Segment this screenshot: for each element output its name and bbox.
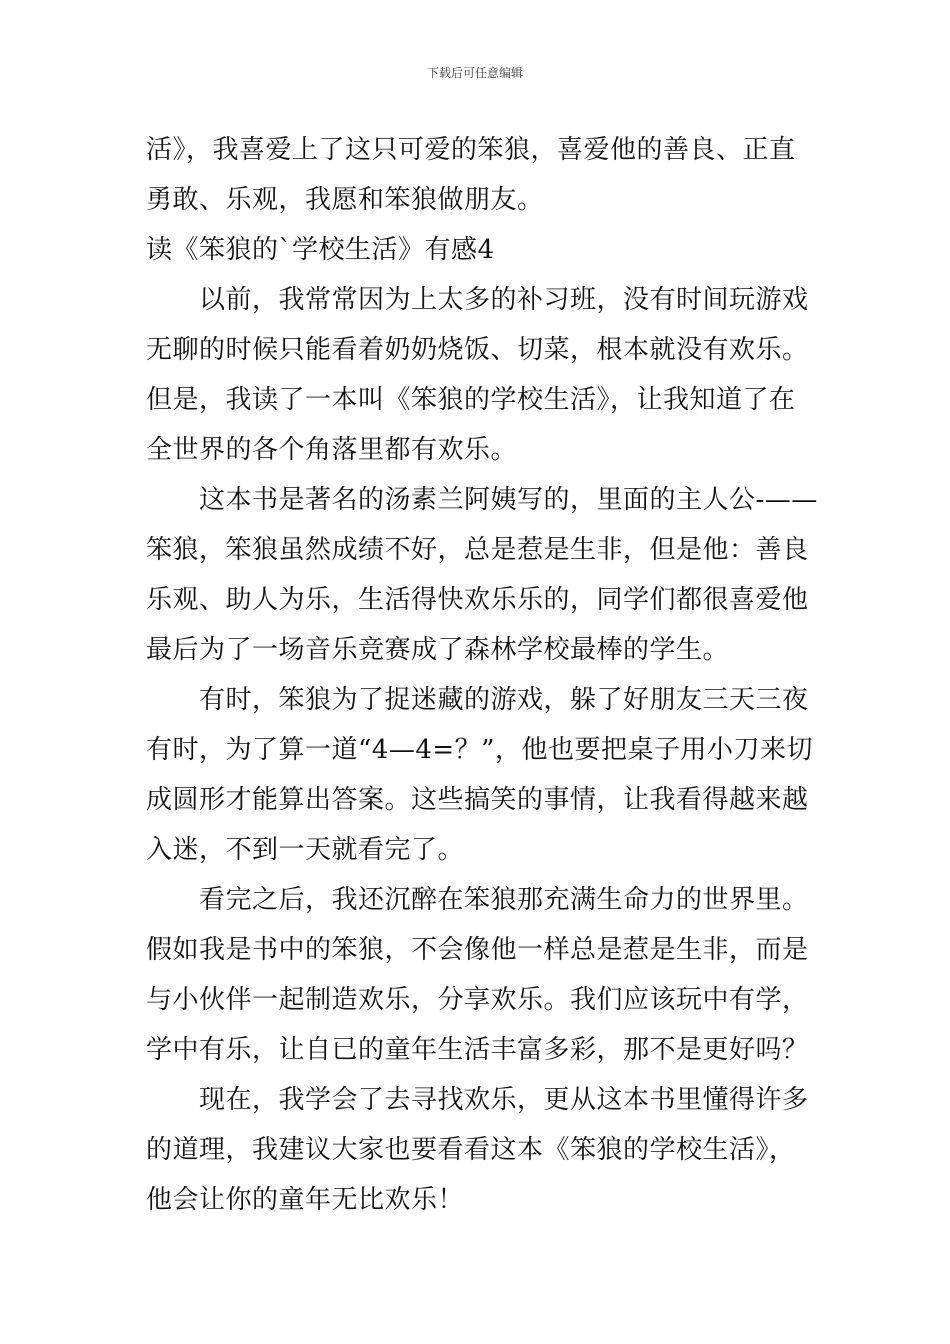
text-line: 学中有乐，让自已的童年生活丰富多彩，那不是更好吗？ xyxy=(146,1035,809,1065)
text-line: 活》，我喜爱上了这只可爱的笨狼，喜爱他的善良、正直 xyxy=(146,135,796,165)
text-line: 入迷，不到一天就看完了。 xyxy=(146,835,465,865)
text-line: 的道理，我建议大家也要看看这本《笨狼的学校生活》， xyxy=(146,1135,796,1165)
text-line: 这本书是著名的汤素兰阿姨写的，里面的主人公-—— xyxy=(146,485,818,515)
text-line: 以前，我常常因为上太多的补习班，没有时间玩游戏 xyxy=(146,285,809,315)
text-line: 笨狼，笨狼虽然成绩不好，总是惹是生非，但是他：善良 xyxy=(146,535,809,565)
text-line: 全世界的各个角落里都有欢乐。 xyxy=(146,435,518,465)
text-line: 但是，我读了一本叫《笨狼的学校生活》，让我知道了在 xyxy=(146,385,796,415)
text-line: 最后为了一场音乐竞赛成了森林学校最棒的学生。 xyxy=(146,635,730,665)
section-title: 读《笨狼的`学校生活》有感4 xyxy=(146,235,495,265)
text-line: 成圆形才能算出答案。这些搞笑的事情，让我看得越来越 xyxy=(146,785,809,815)
text-line: 与小伙伴一起制造欢乐，分享欢乐。我们应该玩中有学， xyxy=(146,985,809,1015)
text-line: 他会让你的童年无比欢乐！ xyxy=(146,1185,465,1215)
page-header: 下载后可任意编辑 xyxy=(426,66,523,80)
text-line: 乐观、助人为乐，生活得快欢乐乐的，同学们都很喜爱他 xyxy=(146,585,809,615)
text-line: 有时，笨狼为了捉迷藏的游戏，躲了好朋友三天三夜 xyxy=(146,685,809,715)
text-line: 看完之后，我还沉醉在笨狼那充满生命力的世界里。 xyxy=(146,885,809,915)
text-line: 有时，为了算一道“4—4=？”，他也要把桌子用小刀来切 xyxy=(146,735,813,765)
text-line: 无聊的时候只能看着奶奶烧饭、切菜，根本就没有欢乐。 xyxy=(146,335,809,365)
text-line: 勇敢、乐观，我愿和笨狼做朋友。 xyxy=(146,185,544,215)
text-line: 现在，我学会了去寻找欢乐，更从这本书里懂得许多 xyxy=(146,1085,809,1115)
text-line: 假如我是书中的笨狼，不会像他一样总是惹是生非，而是 xyxy=(146,935,809,965)
